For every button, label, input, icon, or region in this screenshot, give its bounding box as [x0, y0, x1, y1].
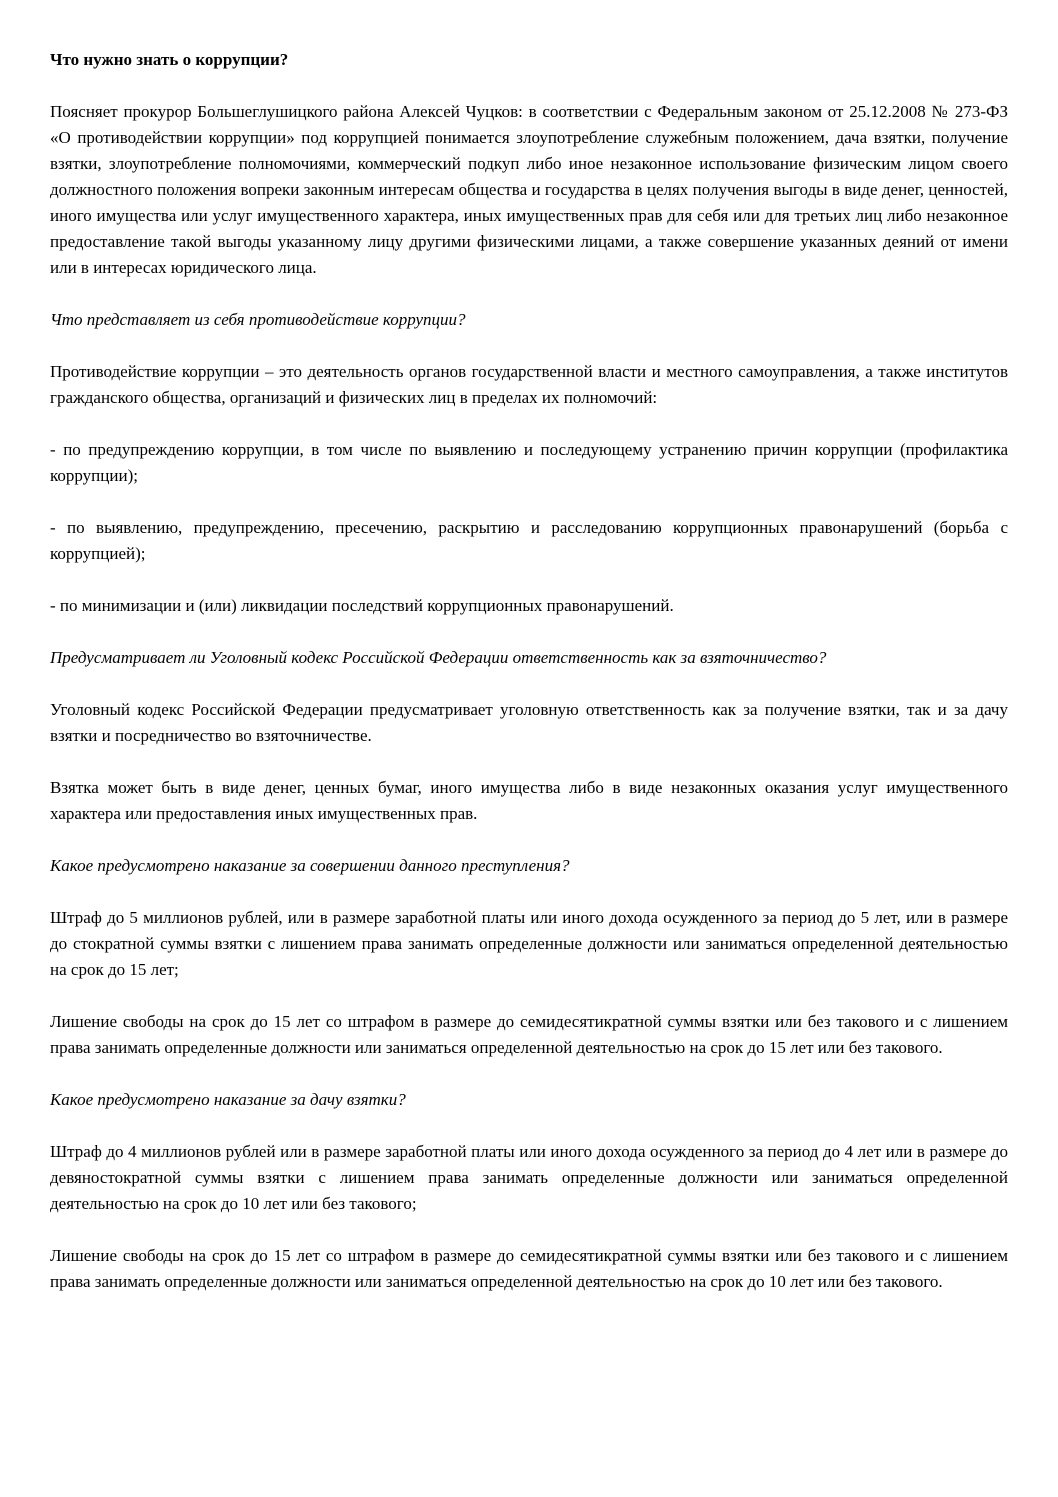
list-item-detection: - по выявлению, предупреждению, пресечению, раскрытию и расследованию коррупционных правонарушений (борьба с коррупцией);: [50, 518, 1008, 563]
paragraph-fine-4-million: Штраф до 4 миллионов рублей или в размере заработной платы или иного дохода осужденного за период до 4 лет или в размере до девяностократной суммы взятки с лишением права занимать определенные должности или заниматься определенной деятельностью на срок до 10 лет или без такового;: [50, 1142, 1008, 1213]
paragraph-fine-5-million: Штраф до 5 миллионов рублей, или в размере заработной платы или иного дохода осужденного за период до 5 лет, или в размере до стократной суммы взятки с лишением права занимать определенные должности или заниматься определенной деятельностью на срок до 15 лет;: [50, 908, 1008, 979]
list-item-minimization: - по минимизации и (или) ликвидации последствий коррупционных правонарушений.: [50, 596, 674, 615]
paragraph-criminal-code-liability: Уголовный кодекс Российской Федерации предусматривает уголовную ответственность как за получение взятки, так и за дачу взятки и посредничество во взяточничестве.: [50, 700, 1008, 745]
question-heading-punishment-giving-bribe: Какое предусмотрено наказание за дачу взятки?: [50, 1090, 406, 1109]
paragraph-bribe-forms: Взятка может быть в виде денег, ценных бумаг, иного имущества либо в виде незаконных оказания услуг имущественного характера или предоставления иных имущественных прав.: [50, 778, 1008, 823]
paragraph-intro: Поясняет прокурор Большеглушицкого района Алексей Чуцков: в соответствии с Федеральным законом от 25.12.2008 № 273-ФЗ «О противодействии коррупции» под коррупцией понимается злоупотребление служебным положением, дача взятки, получение взятки, злоупотребление полномочиями, коммерческий подкуп либо иное незаконное использование физическим лицом своего должностного положения вопреки законным интересам общества и государства в целях получения выгоды в виде денег, ценностей, иного имущества или услуг имущественного характера, иных имущественных прав для себя или для третьих лиц либо незаконное предоставление такой выгоды указанному лицу другими физическими лицами, а также совершение указанных деяний от имени или в интересах юридического лица.: [50, 102, 1008, 277]
question-heading-criminal-code: Предусматривает ли Уголовный кодекс Российской Федерации ответственность как за взяточничество?: [50, 648, 827, 667]
question-heading-counteraction: Что представляет из себя противодействие коррупции?: [50, 310, 466, 329]
list-item-prevention: - по предупреждению коррупции, в том числе по выявлению и последующему устранению причин коррупции (профилактика коррупции);: [50, 440, 1008, 485]
question-heading-punishment-crime: Какое предусмотрено наказание за совершении данного преступления?: [50, 856, 570, 875]
paragraph-imprisonment-15-years: Лишение свободы на срок до 15 лет со штрафом в размере до семидесятикратной суммы взятки или без такового и с лишением права занимать определенные должности или заниматься определенной деятельностью на срок до 15 лет или без такового.: [50, 1012, 1008, 1057]
paragraph-counteraction-definition: Противодействие коррупции – это деятельность органов государственной власти и местного самоуправления, а также институтов гражданского общества, организаций и физических лиц в пределах их полномочий:: [50, 362, 1008, 407]
paragraph-imprisonment-10-years: Лишение свободы на срок до 15 лет со штрафом в размере до семидесятикратной суммы взятки или без такового и с лишением права занимать определенные должности или заниматься определенной деятельностью на срок до 10 лет или без такового.: [50, 1246, 1008, 1291]
document-title: Что нужно знать о коррупции?: [50, 50, 289, 69]
